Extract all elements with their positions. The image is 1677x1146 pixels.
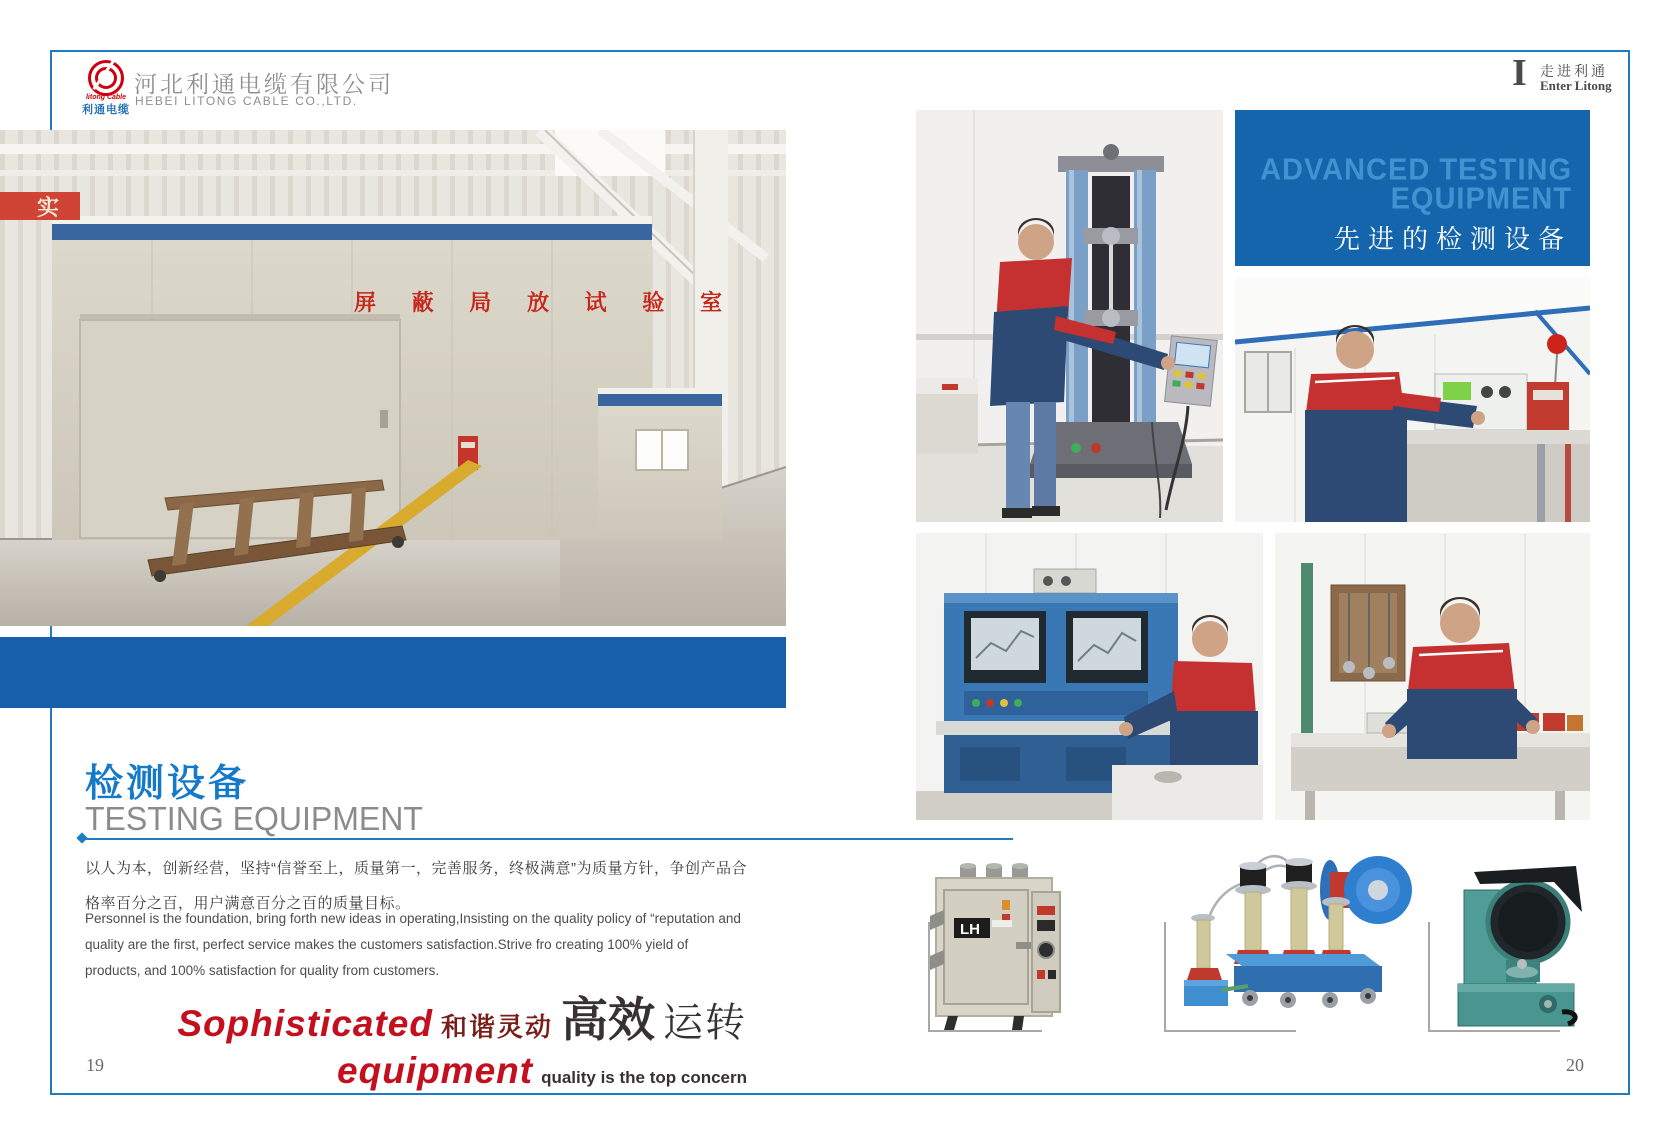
bench-test-art [1235, 278, 1590, 522]
body-paragraph-cn: 以人为本，创新经营，坚持“信誉至上，质量第一，完善服务，终极满意”为质量方针，争创产品合格率百分之百，用户满意百分之百的质量目标。 [85, 860, 747, 912]
chapter-mark-icon: I [1512, 52, 1527, 94]
control-console-art [916, 533, 1263, 820]
section-divider [85, 838, 1013, 840]
bench-test-photo [1235, 278, 1590, 522]
oven-label-text: LH [960, 921, 980, 938]
left-page-blue-strip [0, 637, 786, 708]
chapter-tag-cn: 走进利通 [1540, 65, 1608, 80]
company-name-cn: 河北利通电缆有限公司 [134, 71, 394, 97]
slogan-cn-operation: 运转 [663, 1001, 747, 1045]
lh-oven-art [918, 858, 1094, 1034]
section-title-en: TESTING EQUIPMENT [85, 800, 423, 837]
banner-line-3: 先进的检测设备 [1333, 224, 1572, 254]
weight-apparatus-art [1275, 533, 1590, 820]
slogan-tagline: quality is the top concern [541, 1068, 747, 1087]
body-paragraph-en: Personnel is the foundation, bring forth new ideas in operating,Insisting on the quality policy of “reputation and quality are the first, perfect service makes the customers satisfaction.Strive fro creating 100% yield of products, and 100% satisfaction for quality from customers. [85, 911, 741, 978]
control-console-photo [916, 533, 1263, 820]
tensile-tester-art [916, 110, 1223, 522]
test-transformer-image [1178, 840, 1430, 1028]
oven-control-column [1032, 892, 1060, 1012]
hanging-apparatus [1331, 585, 1405, 681]
platform [1226, 954, 1382, 1008]
advanced-testing-banner [1235, 110, 1590, 266]
slogan-line-2 [107, 1050, 747, 1092]
slogan-cn-harmony: 和谐灵动 [440, 1012, 553, 1042]
banner-line-1: ADVANCED TESTING [1260, 153, 1572, 187]
weight-apparatus-photo [1275, 533, 1590, 820]
projector-art [1450, 860, 1590, 1034]
lh-drying-oven-image [918, 858, 1094, 1034]
banner-fragment-char: 实 [36, 196, 60, 221]
slogan-block [107, 983, 747, 1092]
slogan-cn-efficient: 高效 [561, 993, 655, 1046]
slogan-word-sophisticated: Sophisticated [177, 1003, 433, 1044]
factory-shield-room-photo [0, 130, 786, 626]
desk-object [1154, 771, 1182, 783]
company-name-en: HEBEI LITONG CABLE CO.,LTD. [135, 94, 358, 108]
banner-line-2: EQUIPMENT [1390, 182, 1572, 216]
control-pendant [1165, 336, 1218, 406]
annex-room [598, 388, 722, 540]
section-title-cn: 检测设备 [85, 763, 250, 805]
logo-brand-cn: 利通电缆 [82, 104, 130, 116]
chapter-tag-en: Enter Litong [1540, 78, 1612, 93]
door-sign-text: 屏 蔽 局 放 试 验 室 [354, 291, 736, 316]
tensile-tester-photo [916, 110, 1223, 522]
profile-projector-image [1450, 860, 1590, 1034]
transformer-art [1178, 840, 1430, 1028]
logo-brand-en: litong Cable [85, 94, 127, 101]
oven-foot [944, 1016, 958, 1030]
page-number-left: 19 [86, 1055, 104, 1075]
page-number-right: 20 [1566, 1055, 1584, 1075]
white-desk [1112, 765, 1263, 820]
projector-body [1458, 866, 1582, 1026]
console-cabinets [936, 569, 1186, 793]
oven-foot [1012, 1016, 1024, 1030]
factory-photo-art [0, 130, 786, 626]
slogan-line-1 [107, 983, 747, 1050]
slogan-word-equipment: equipment [337, 1050, 534, 1091]
banner-text-block [1260, 153, 1572, 256]
red-banner-fragment [0, 192, 80, 221]
